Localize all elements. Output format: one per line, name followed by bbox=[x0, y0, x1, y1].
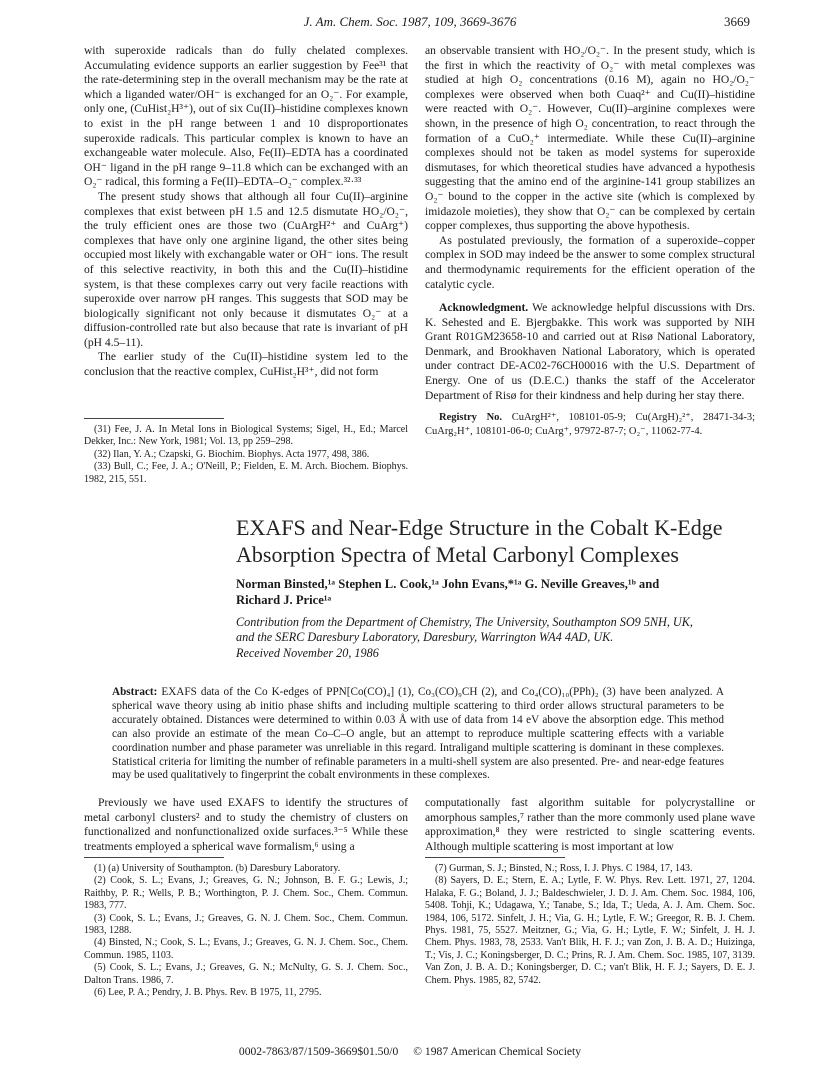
footnote: (32) Ilan, Y. A.; Czapski, G. Biochim. Biophys. Acta 1977, 498, 386. bbox=[94, 448, 370, 460]
copyright: © 1987 American Chemical Society bbox=[413, 1045, 582, 1058]
body-paragraph: computationally fast algorithm suitable for polycrystalline or amorphous samples,⁷ rather than the more commonly used plane wave approximation,⁸ they were restricted to single scattering events. Although multiple scattering is most important at low bbox=[425, 796, 755, 853]
acknowledgment-text: We acknowledge helpful discussions with Drs. K. Sehested and E. Bjergbakke. This work was supported by NIH Grant R01GM23658-10 and carried out at Risø National Laboratory, Denmark, and Brookhaven National Laboratory, which is operated under contract DE-AC02-76CH00016 with the U.S. Department of Energy. One of us (D.E.C.) thanks the staff of the Accelerator Department of Risø for their kindness and help during her stay there. bbox=[425, 301, 755, 402]
journal-citation: J. Am. Chem. Soc. 1987, 109, 3669-3676 bbox=[303, 14, 517, 29]
footnote: (6) Lee, P. A.; Pendry, J. B. Phys. Rev. B 1975, 11, 2795. bbox=[94, 987, 322, 999]
footnote: (3) Cook, S. L.; Evans, J.; Greaves, G. N. J. Chem. Soc., Chem. Commun. 1983, 1288. bbox=[84, 912, 408, 937]
footnote: (2) Cook, S. L.; Evans, J.; Greaves, G. N.; Johnson, B. F. G.; Lewis, J.; Raithby, P. R.; Wells, P. B.; Worthington, P. J. Chem. Soc., Chem. Commun. 1983, 777. bbox=[84, 875, 408, 912]
body-paragraph: As postulated previously, the formation of a superoxide–copper complex in SOD may indeed be the answer to some complex structural and thermodynamic requirements for the efficient operation of the catalytic cycle. bbox=[425, 233, 756, 291]
body-paragraph: The present study shows that although all four Cu(II)–arginine complexes that exist between pH 1.5 and 12.5 dismutate HO₂/O₂⁻, the truly efficient ones are those two (CuArgH²⁺ and CuArg⁺) complexes that have only one arginine ligand, the other sites being occupied most likely with exchangable water or OH⁻ ions. The result of this selective reactivity, in both this and the Cu(II)–histidine system, is that these complexes carry out very facile reactions with superoxide over narrow pH ranges. This suggests that SOD may be biologically significant not only because it dismutates O₂⁻ at a diffusion-controlled rate but also because that rate is invariant of pH (pH 4.5–11). bbox=[84, 189, 408, 349]
received-date: Received November 20, 1986 bbox=[236, 645, 379, 660]
author-list bbox=[236, 576, 756, 608]
page-number: 3669 bbox=[724, 14, 750, 29]
footnote: (8) Sayers, D. E.; Stern, E. A.; Lytle, F. W. Phys. Rev. Lett. 1971, 27, 1204. Halaka, F. G.; Boland, J. J.; Baldeschwieler, J. D. J. Am. Chem. Soc. 1984, 106, 5408. Tohji, K.; Udagawa, Y.; Tanabe, S.; Ida, T.; Ueda, A. J. Am. Chem. Soc. 1984, 106, 5172. Sinfelt, J. H.; Via, G. H.; Lytle, F. W.; Greegor, R. B. J. Chem. Phys. 1981, 75, 5527. Meitzner, G.; Via, G. H.; Lytle, F. W.; Sinfelt, J. H. J. Chem. Phys. 1983, 78, 2533. Van't Blik, H. F. J.; van Zon, J. B. A. D.; Huizinga, T.; Vis, J. C.; Koningsberger, D. C.; Prins, R. J. Am. Chem. Soc. 1985, 107, 3139. Van Zon, J. B. A. D.; Koningsberger, D. C.; van't Blik, H. F. J.; Sayers, D. E. J. Chem. Phys. 1985, 82, 5742. bbox=[425, 875, 755, 986]
registry-numbers bbox=[425, 411, 755, 438]
running-head bbox=[0, 14, 820, 32]
previous-article-right-column bbox=[425, 44, 755, 438]
body-paragraph: an observable transient with HO₂/O₂⁻. In the present study, which is the first in which the reactivity of O₂⁻ with metal complexes was studied at high O₂ concentrations (0.16 M), again no HO₂/O₂⁻ complexes were observed when both Cuaq²⁺ and Cu(II)–histidine were reacted with O₂⁻. However, Cu(II)–arginine complexes were shown, in the presence of high O₂ concentration, to react through the formation of a CuO₂⁺ intermediate. While these Cu(II)–arginine complexes should not be taken as model systems for superoxide dismutases, for which theoretical studies have advanced a hypothesis suggesting that the amino end of the arginine-141 group stabilizes an O₂⁻ bound to the copper in the active site (which is complexed by imidazole moieties), they show that O₂⁻ can be complexed by certain copper complexes, thus supporting the above hypothesis. bbox=[425, 44, 755, 233]
footnote: (5) Cook, S. L.; Evans, J.; Greaves, G. N.; McNulty, G. S. J. Chem. Soc., Dalton Trans. 1986, 7. bbox=[84, 962, 408, 986]
footnote-rule bbox=[425, 857, 565, 858]
affiliation bbox=[236, 615, 756, 661]
page-footer bbox=[0, 1045, 820, 1058]
author-line: Richard J. Price¹ᵃ bbox=[236, 593, 332, 607]
body-paragraph: The earlier study of the Cu(II)–histidine system led to the conclusion that the reactive complex, CuHist₂H³⁺, did not form bbox=[84, 350, 408, 379]
article-title bbox=[236, 514, 776, 568]
body-paragraph: Previously we have used EXAFS to identify the structures of metal carbonyl clusters² and to study the chemistry of clusters on functionalized and nonfunctionalized oxide surfaces.³⁻⁵ While these treatments employed a spherical wave formalism,⁶ using a bbox=[84, 796, 408, 853]
footnote: (1) (a) University of Southampton. (b) Daresbury Laboratory. bbox=[94, 863, 341, 874]
footnote-rule bbox=[84, 418, 224, 419]
article-footnotes-right bbox=[425, 863, 755, 987]
title-line: EXAFS and Near-Edge Structure in the Cobalt K-Edge bbox=[236, 515, 723, 540]
abstract-text: EXAFS data of the Co K-edges of PPN[Co(CO)₄] (1), Co₃(CO)₉CH (2), and Co₄(CO)₁₀(PPh)₂ (3) have been analyzed. A spherical wave theory using ab initio phase shifts and including multiple scattering to third order allows structural parameters to be accurately obtained. Distances were determined to within 0.03 Å with use of data from 14 eV above the absorption edge. This method can also provide an estimate of the mean Co–C–O angle, but an attempt to reproduce multiple scattering effects with a variable coordination number and phase parameter was unreliable in this regard. Intraligand multiple scattering is dominant in these complexes. Statistical criteria for limiting the number of refinable parameters in a multi-shell system are also presented. Pre- and near-edge features may be used qualitatively to fingerprint the cobalt environments in these complexes. bbox=[112, 686, 725, 782]
intro-right-column bbox=[425, 796, 755, 854]
footnote: (33) Bull, C.; Fee, J. A.; O'Neill, P.; Fielden, E. M. Arch. Biochem. Biophys. 1982, 215, 551. bbox=[84, 461, 408, 485]
previous-article-footnotes bbox=[84, 424, 408, 486]
title-line: Absorption Spectra of Metal Carbonyl Complexes bbox=[236, 542, 679, 567]
affiliation-line: and the SERC Daresbury Laboratory, Daresbury, Warrington WA4 4AD, UK. bbox=[236, 630, 614, 645]
author-line: Norman Binsted,¹ᵃ Stephen L. Cook,¹ᵃ John Evans,*¹ᵃ G. Neville Greaves,¹ᵇ and bbox=[236, 577, 660, 591]
abstract bbox=[112, 686, 724, 783]
article-code: 0002-7863/87/1509-3669$01.50/0 bbox=[238, 1045, 399, 1058]
abstract-heading: Abstract: bbox=[112, 686, 158, 698]
acknowledgment bbox=[425, 301, 755, 403]
registry-heading: Registry No. bbox=[439, 412, 503, 424]
footnote: (4) Binsted, N.; Cook, S. L.; Evans, J.; Greaves, G. N. J. Chem. Soc., Chem. Commun. 1985, 1103. bbox=[84, 937, 408, 961]
intro-left-column bbox=[84, 796, 408, 854]
footnote: (7) Gurman, S. J.; Binsted, N.; Ross, I. J. Phys. C 1984, 17, 143. bbox=[435, 863, 693, 874]
body-paragraph: with superoxide radicals than do fully chelated complexes. Accumulating evidence supports an earlier suggestion by Fee³¹ that the rate-determining step in the overall mechanism may be the rate at which a liganded water/OH⁻ is exchanged for an O₂⁻. For example, only one, (CuHist₂H³⁺), out of six Cu(II)–histidine complexes known to exist in the pH range between 1 and 10 disproportionates superoxide radicals. This particular complex is known to have an exchangeable water molecule. Also, Fe(II)–EDTA has a coordinated OH⁻ ligand in the pH range 9–11.8 which can be exchanged with an O₂⁻ radical, this forming a Fe(II)–EDTA–O₂⁻ complex.³²·³³ bbox=[84, 44, 408, 189]
footnote: (31) Fee, J. A. In Metal Ions in Biological Systems; Sigel, H., Ed.; Marcel Dekker, Inc.: New York, 1981; Vol. 13, pp 259–298. bbox=[84, 424, 408, 448]
registry-text: CuArgH²⁺, 108101-05-9; Cu(ArgH)₂²⁺, 28471-34-3; CuArg₂H⁺, 108101-06-0; CuArg⁺, 97972-87-7; O₂⁻, 11062-77-4. bbox=[425, 412, 755, 437]
acknowledgment-heading: Acknowledgment. bbox=[439, 301, 529, 315]
previous-article-left-column bbox=[84, 44, 408, 380]
affiliation-line: Contribution from the Department of Chemistry, The University, Southampton SO9 5NH, UK, bbox=[236, 615, 693, 629]
footnote-rule bbox=[84, 857, 224, 858]
article-footnotes-left bbox=[84, 863, 408, 999]
